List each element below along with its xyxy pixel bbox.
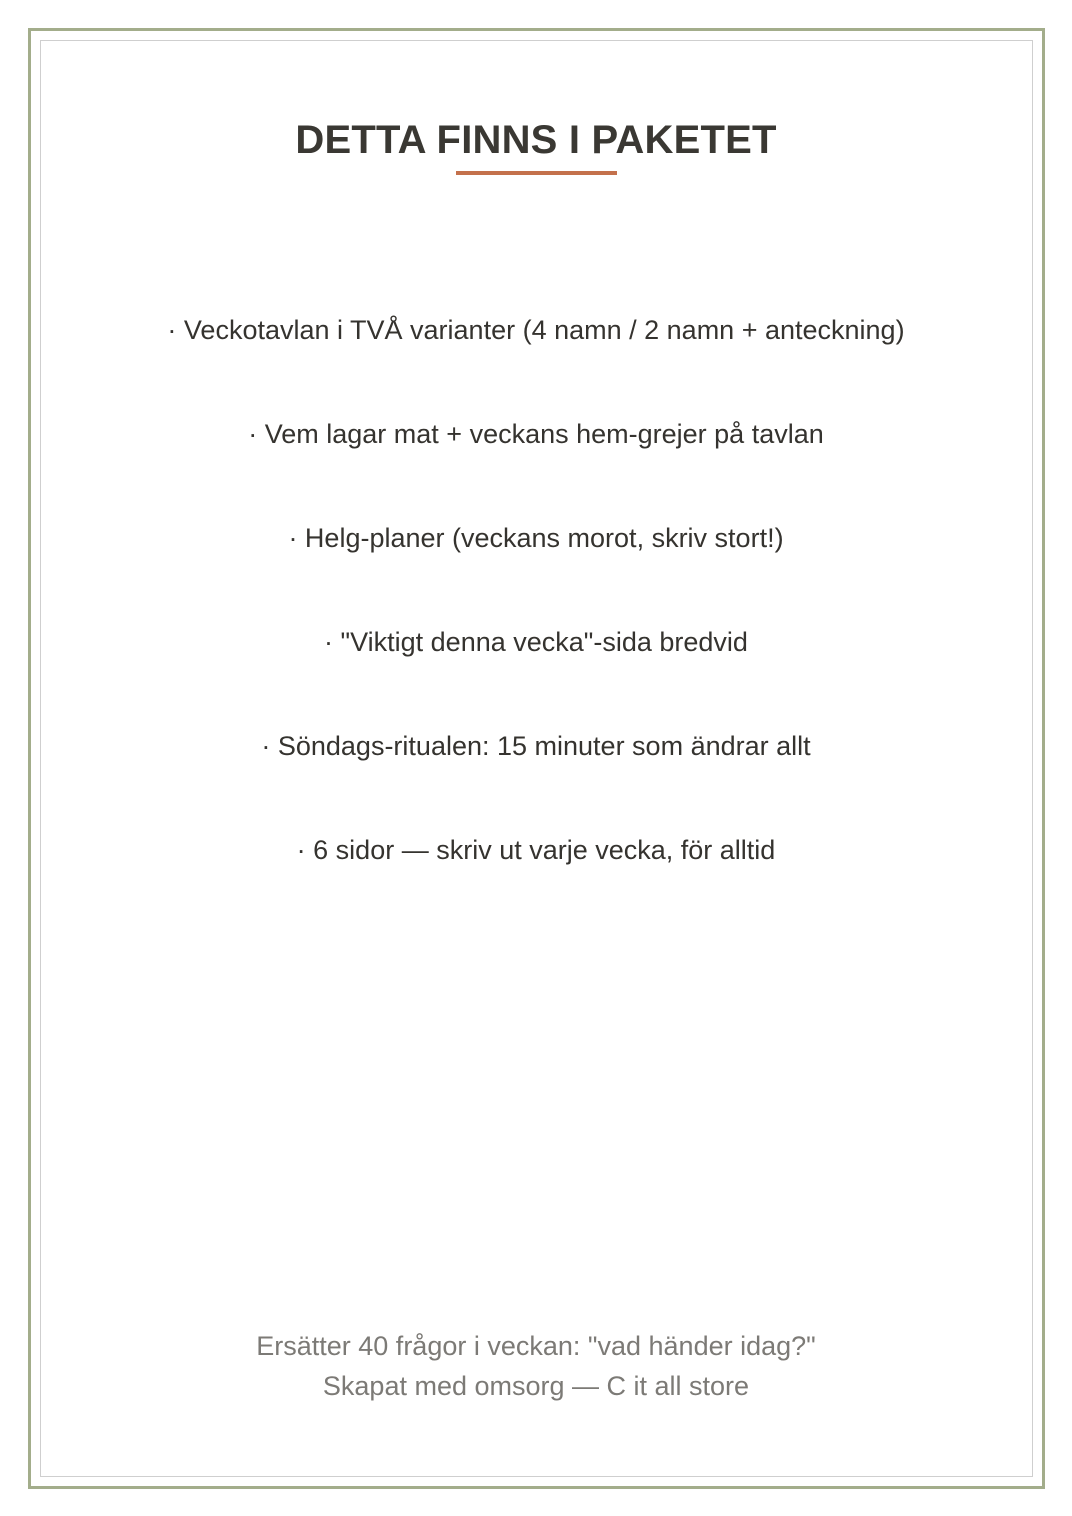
list-item: · Helg-planer (veckans morot, skriv stort!)	[288, 523, 784, 553]
footer	[0, 1326, 1072, 1406]
contents-list	[0, 310, 1072, 934]
list-item: · Veckotavlan i TVÅ varianter (4 namn / 2 namn + anteckning)	[167, 315, 905, 345]
footer-line-1: Ersätter 40 frågor i veckan: "vad händer idag?"	[256, 1331, 816, 1361]
footer-line-2: Skapat med omsorg — C it all store	[322, 1371, 750, 1401]
list-item: · Vem lagar mat + veckans hem-grejer på tavlan	[248, 419, 824, 449]
list-item: · "Viktigt denna vecka"-sida bredvid	[324, 627, 748, 657]
page-title: DETTA FINNS I PAKETET	[295, 118, 777, 162]
list-item: · Söndags-ritualen: 15 minuter som ändrar allt	[261, 731, 811, 761]
list-item: · 6 sidor — skriv ut varje vecka, för alltid	[296, 835, 776, 865]
title-underline	[456, 171, 617, 175]
